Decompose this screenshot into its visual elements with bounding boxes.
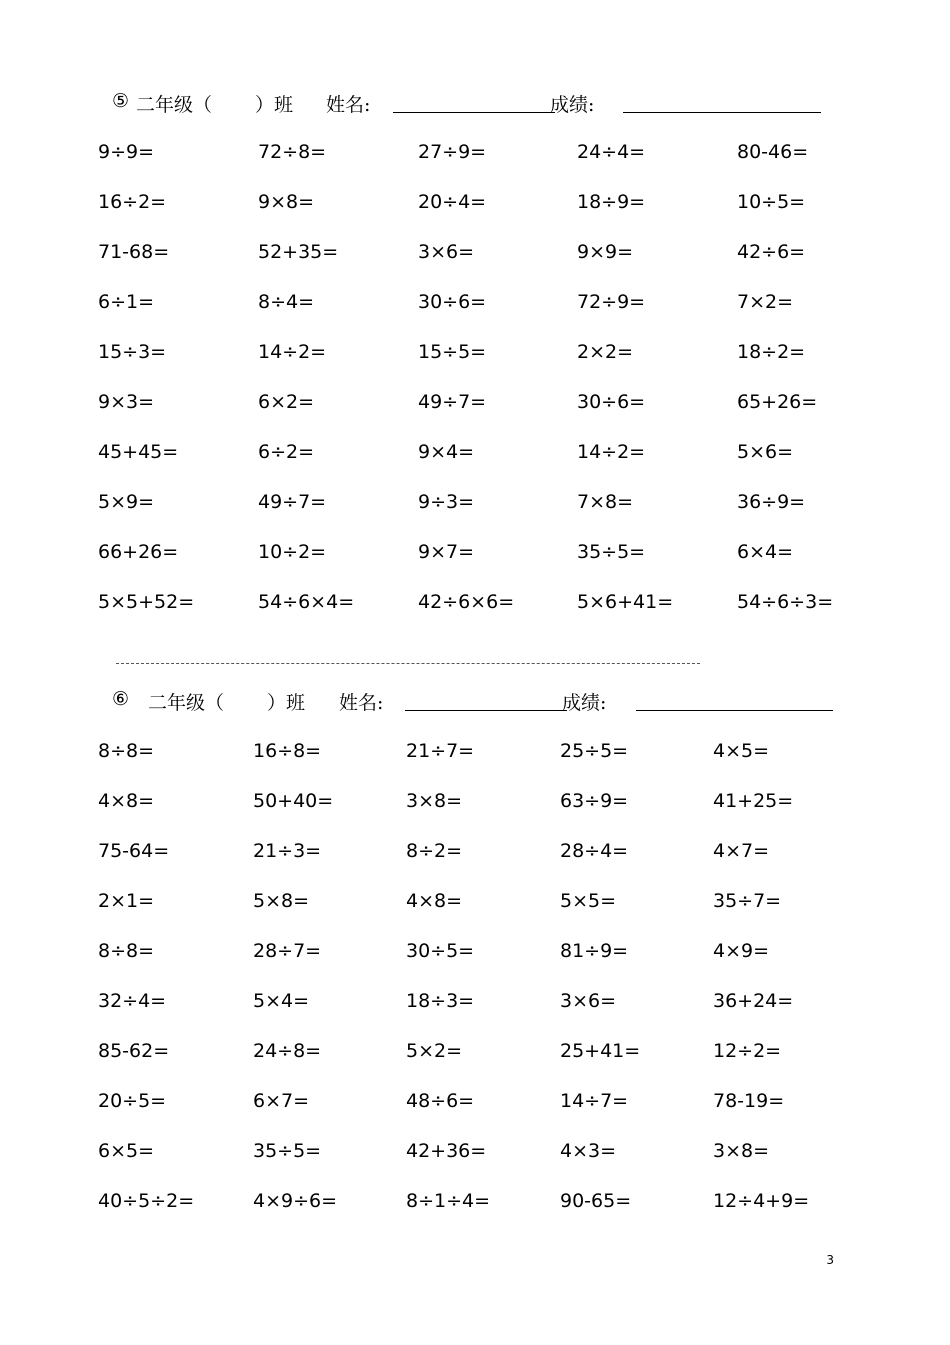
problem: 32÷4= xyxy=(98,990,167,1012)
problem: 24÷4= xyxy=(577,141,646,163)
problem: 18÷3= xyxy=(406,990,475,1012)
problem: 28÷7= xyxy=(253,940,322,962)
section1-class: ）班 xyxy=(255,94,294,116)
problem: 15÷5= xyxy=(418,341,487,363)
problem: 35÷5= xyxy=(577,541,646,563)
problem: 5×5= xyxy=(560,890,617,912)
problem: 50+40= xyxy=(253,790,334,812)
problem: 8÷8= xyxy=(98,940,155,962)
problem: 6÷1= xyxy=(98,291,155,313)
problem: 10÷5= xyxy=(737,191,806,213)
page-number: 3 xyxy=(826,1253,834,1267)
section1-number: ⑤ xyxy=(112,90,130,112)
section2-score-field[interactable] xyxy=(636,710,833,711)
problem: 71-68= xyxy=(98,241,170,263)
problem: 18÷9= xyxy=(577,191,646,213)
problem: 27÷9= xyxy=(418,141,487,163)
section1-name-label: 姓名: xyxy=(326,94,371,116)
problem: 5×6+41= xyxy=(577,591,674,613)
problem: 14÷2= xyxy=(258,341,327,363)
problem: 48÷6= xyxy=(406,1090,475,1112)
problem: 12÷4+9= xyxy=(713,1190,810,1212)
problem: 2×1= xyxy=(98,890,155,912)
problem: 6÷2= xyxy=(258,441,315,463)
section2-score-label: 成绩: xyxy=(562,692,607,714)
problem: 52+35= xyxy=(258,241,339,263)
problem: 4×8= xyxy=(98,790,155,812)
problem: 21÷3= xyxy=(253,840,322,862)
problem: 3×6= xyxy=(560,990,617,1012)
problem: 4×9= xyxy=(713,940,770,962)
problem: 4×3= xyxy=(560,1140,617,1162)
problem: 16÷8= xyxy=(253,740,322,762)
problem: 36+24= xyxy=(713,990,794,1012)
problem: 9×7= xyxy=(418,541,475,563)
problem: 30÷5= xyxy=(406,940,475,962)
problem: 65+26= xyxy=(737,391,818,413)
problem: 6×2= xyxy=(258,391,315,413)
problem: 72÷8= xyxy=(258,141,327,163)
problem: 8÷2= xyxy=(406,840,463,862)
problem: 24÷8= xyxy=(253,1040,322,1062)
problem: 4×9÷6= xyxy=(253,1190,338,1212)
problem: 7×8= xyxy=(577,491,634,513)
section2-grade: 二年级（ xyxy=(148,692,225,714)
problem: 72÷9= xyxy=(577,291,646,313)
section1-score-field[interactable] xyxy=(623,112,821,113)
problem: 9÷3= xyxy=(418,491,475,513)
problem: 5×6= xyxy=(737,441,794,463)
problem: 30÷6= xyxy=(577,391,646,413)
problem: 16÷2= xyxy=(98,191,167,213)
problem: 9×8= xyxy=(258,191,315,213)
problem: 40÷5÷2= xyxy=(98,1190,195,1212)
problem: 28÷4= xyxy=(560,840,629,862)
problem: 4×5= xyxy=(713,740,770,762)
problem: 8÷8= xyxy=(98,740,155,762)
problem: 81÷9= xyxy=(560,940,629,962)
problem: 5×4= xyxy=(253,990,310,1012)
problem: 25÷5= xyxy=(560,740,629,762)
section2-number: ⑥ xyxy=(112,688,130,710)
problem: 45+45= xyxy=(98,441,179,463)
problem: 41+25= xyxy=(713,790,794,812)
problem: 4×7= xyxy=(713,840,770,862)
problem: 7×2= xyxy=(737,291,794,313)
problem: 49÷7= xyxy=(258,491,327,513)
section1-score-label: 成绩: xyxy=(550,94,595,116)
problem: 63÷9= xyxy=(560,790,629,812)
problem: 66+26= xyxy=(98,541,179,563)
problem: 3×6= xyxy=(418,241,475,263)
problem: 9÷9= xyxy=(98,141,155,163)
section2-name-label: 姓名: xyxy=(339,692,384,714)
problem: 18÷2= xyxy=(737,341,806,363)
problem: 42÷6= xyxy=(737,241,806,263)
problem: 78-19= xyxy=(713,1090,785,1112)
problem: 35÷5= xyxy=(253,1140,322,1162)
section1-name-field[interactable] xyxy=(393,112,555,113)
problem: 75-64= xyxy=(98,840,170,862)
problem: 35÷7= xyxy=(713,890,782,912)
problem: 20÷4= xyxy=(418,191,487,213)
problem: 6×5= xyxy=(98,1140,155,1162)
problem: 21÷7= xyxy=(406,740,475,762)
problem: 49÷7= xyxy=(418,391,487,413)
problem: 85-62= xyxy=(98,1040,170,1062)
problem: 42÷6×6= xyxy=(418,591,515,613)
problem: 42+36= xyxy=(406,1140,487,1162)
problem: 9×9= xyxy=(577,241,634,263)
problem: 10÷2= xyxy=(258,541,327,563)
problem: 80-46= xyxy=(737,141,809,163)
problem: 54÷6×4= xyxy=(258,591,355,613)
problem: 4×8= xyxy=(406,890,463,912)
problem: 3×8= xyxy=(406,790,463,812)
problem: 6×4= xyxy=(737,541,794,563)
problem: 14÷2= xyxy=(577,441,646,463)
problem: 5×9= xyxy=(98,491,155,513)
problem: 90-65= xyxy=(560,1190,632,1212)
problem: 54÷6÷3= xyxy=(737,591,834,613)
problem: 5×5+52= xyxy=(98,591,195,613)
problem: 8÷1÷4= xyxy=(406,1190,491,1212)
problem: 15÷3= xyxy=(98,341,167,363)
section1-grade: 二年级（ xyxy=(136,94,213,116)
problem: 3×8= xyxy=(713,1140,770,1162)
problem: 30÷6= xyxy=(418,291,487,313)
problem: 36÷9= xyxy=(737,491,806,513)
problem: 9×4= xyxy=(418,441,475,463)
problem: 9×3= xyxy=(98,391,155,413)
problem: 25+41= xyxy=(560,1040,641,1062)
problem: 20÷5= xyxy=(98,1090,167,1112)
section2-name-field[interactable] xyxy=(405,710,567,711)
problem: 5×2= xyxy=(406,1040,463,1062)
problem: 12÷2= xyxy=(713,1040,782,1062)
problem: 8÷4= xyxy=(258,291,315,313)
section2-class: ）班 xyxy=(267,692,306,714)
problem: 5×8= xyxy=(253,890,310,912)
problem: 6×7= xyxy=(253,1090,310,1112)
problem: 14÷7= xyxy=(560,1090,629,1112)
section-divider xyxy=(116,663,700,664)
problem: 2×2= xyxy=(577,341,634,363)
